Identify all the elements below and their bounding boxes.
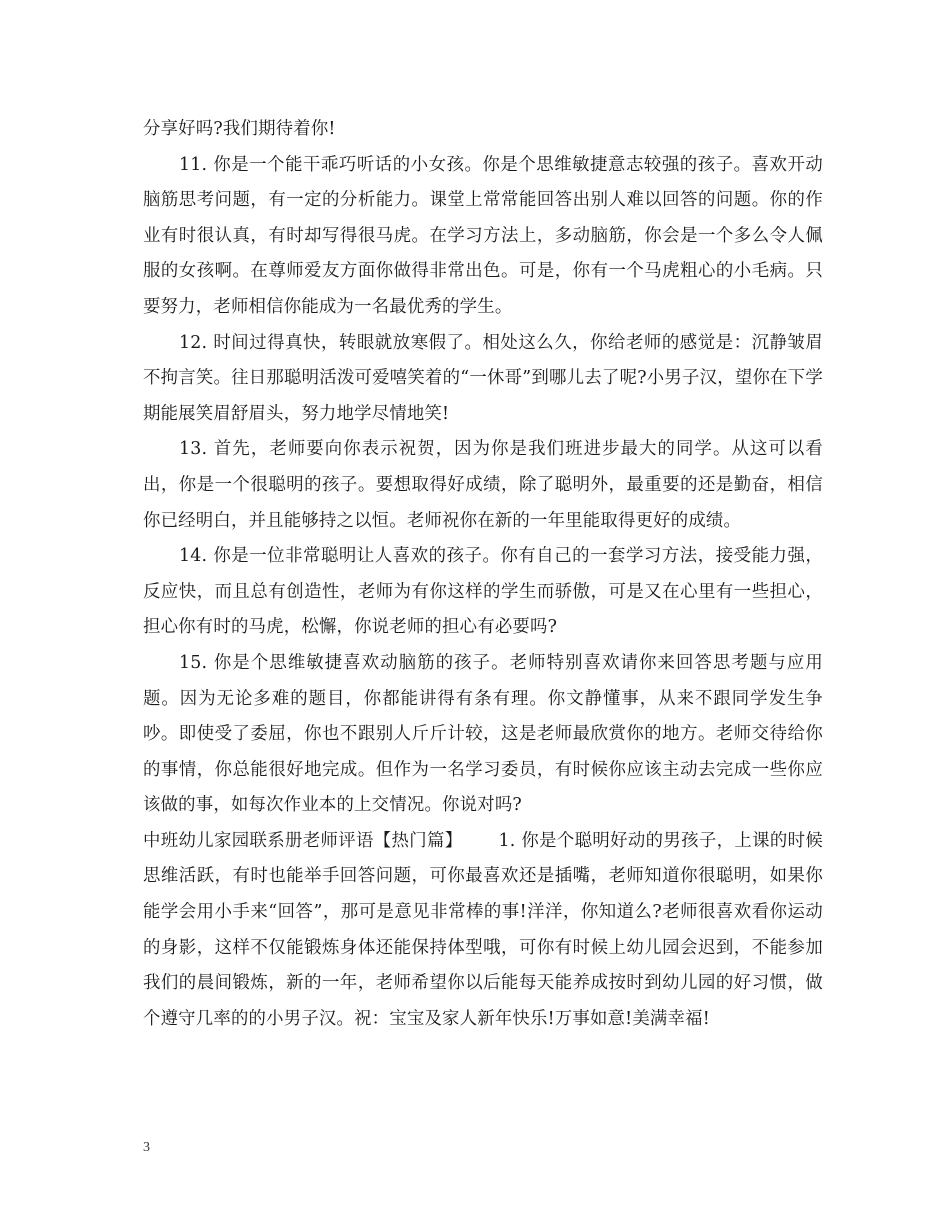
paragraph-comment-11: 11. 你是一个能干乖巧听话的小女孩。你是个思维敏捷意志较强的孩子。喜欢开动脑筋思考问题，有一定的分析能力。课堂上常常能回答出别人难以回答的问题。你的作业有时很认真，有时却写得很马虎。在学习方法上，多动脑筋，你会是一个多么令人佩服的女孩啊。在尊师爱友方面你做得非常出色。可是，你有一个马虎粗心的小毛病。只要努力，老师相信你能成为一名最优秀的学生。	[143, 154, 823, 317]
page-number: 3	[143, 1140, 150, 1155]
paragraph-comment-12: 12. 时间过得真快，转眼就放寒假了。相处这么久，你给老师的感觉是：沉静皱眉不拘言笑。往日那聪明活泼可爱嘻笑着的“一休哥”到哪儿去了呢?小男子汉，望你在下学期能展笑眉舒眉头，努力地学尽情地笑!	[143, 332, 823, 424]
paragraph-comment-14: 14. 你是一位非常聪明让人喜欢的孩子。你有自己的一套学习方法，接受能力强，反应快，而且总有创造性，老师为有你这样的学生而骄傲，可是又在心里有一些担心，担心你有时的马虎，松懈，你说老师的担心有必要吗?	[143, 546, 823, 638]
section-paragraph	[143, 824, 823, 1038]
paragraph-comment-15: 15. 你是个思维敏捷喜欢动脑筋的孩子。老师特别喜欢请你来回答思考题与应用题。因为无论多难的题目，你都能讲得有条有理。你文静懂事，从来不跟同学发生争吵。即使受了委屈，你也不跟别人斤斤计较，这是老师最欣赏你的地方。老师交待给你的事情，你总能很好地完成。但作为一名学习委员，有时候你应该主动去完成一些你应该做的事，如每次作业本的上交情况。你说对吗?	[143, 652, 823, 816]
paragraph-continuation: 分享好吗?我们期待着你!	[143, 119, 336, 139]
paragraph-comment-13: 13. 首先，老师要向你表示祝贺，因为你是我们班进步最大的同学。从这可以看出，你是一个很聪明的孩子。要想取得好成绩，除了聪明外，最重要的还是勤奋，相信你已经明白，并且能够持之以恒。老师祝你在新的一年里能取得更好的成绩。	[143, 439, 823, 531]
section-comment-1: 1. 你是个聪明好动的男孩子，上课的时候思维活跃，有时也能举手回答问题，可你最喜欢还是插嘴，老师知道你很聪明，如果你能学会用小手来“回答”，那可是意见非常棒的事!洋洋，你知道么?老师很喜欢看你运动的身影，这样不仅能锻炼身体还能保持体型哦，可你有时候上幼儿园会迟到，不能参加我们的晨间锻炼，新的一年，老师希望你以后能每天能养成按时到幼儿园的好习惯，做个遵守几率的的小男子汉。祝：宝宝及家人新年快乐!万事如意!美满幸福!	[143, 830, 823, 1029]
section-heading: 中班幼儿家园联系册老师评语【热门篇】	[143, 830, 463, 851]
document-body	[143, 112, 823, 1037]
